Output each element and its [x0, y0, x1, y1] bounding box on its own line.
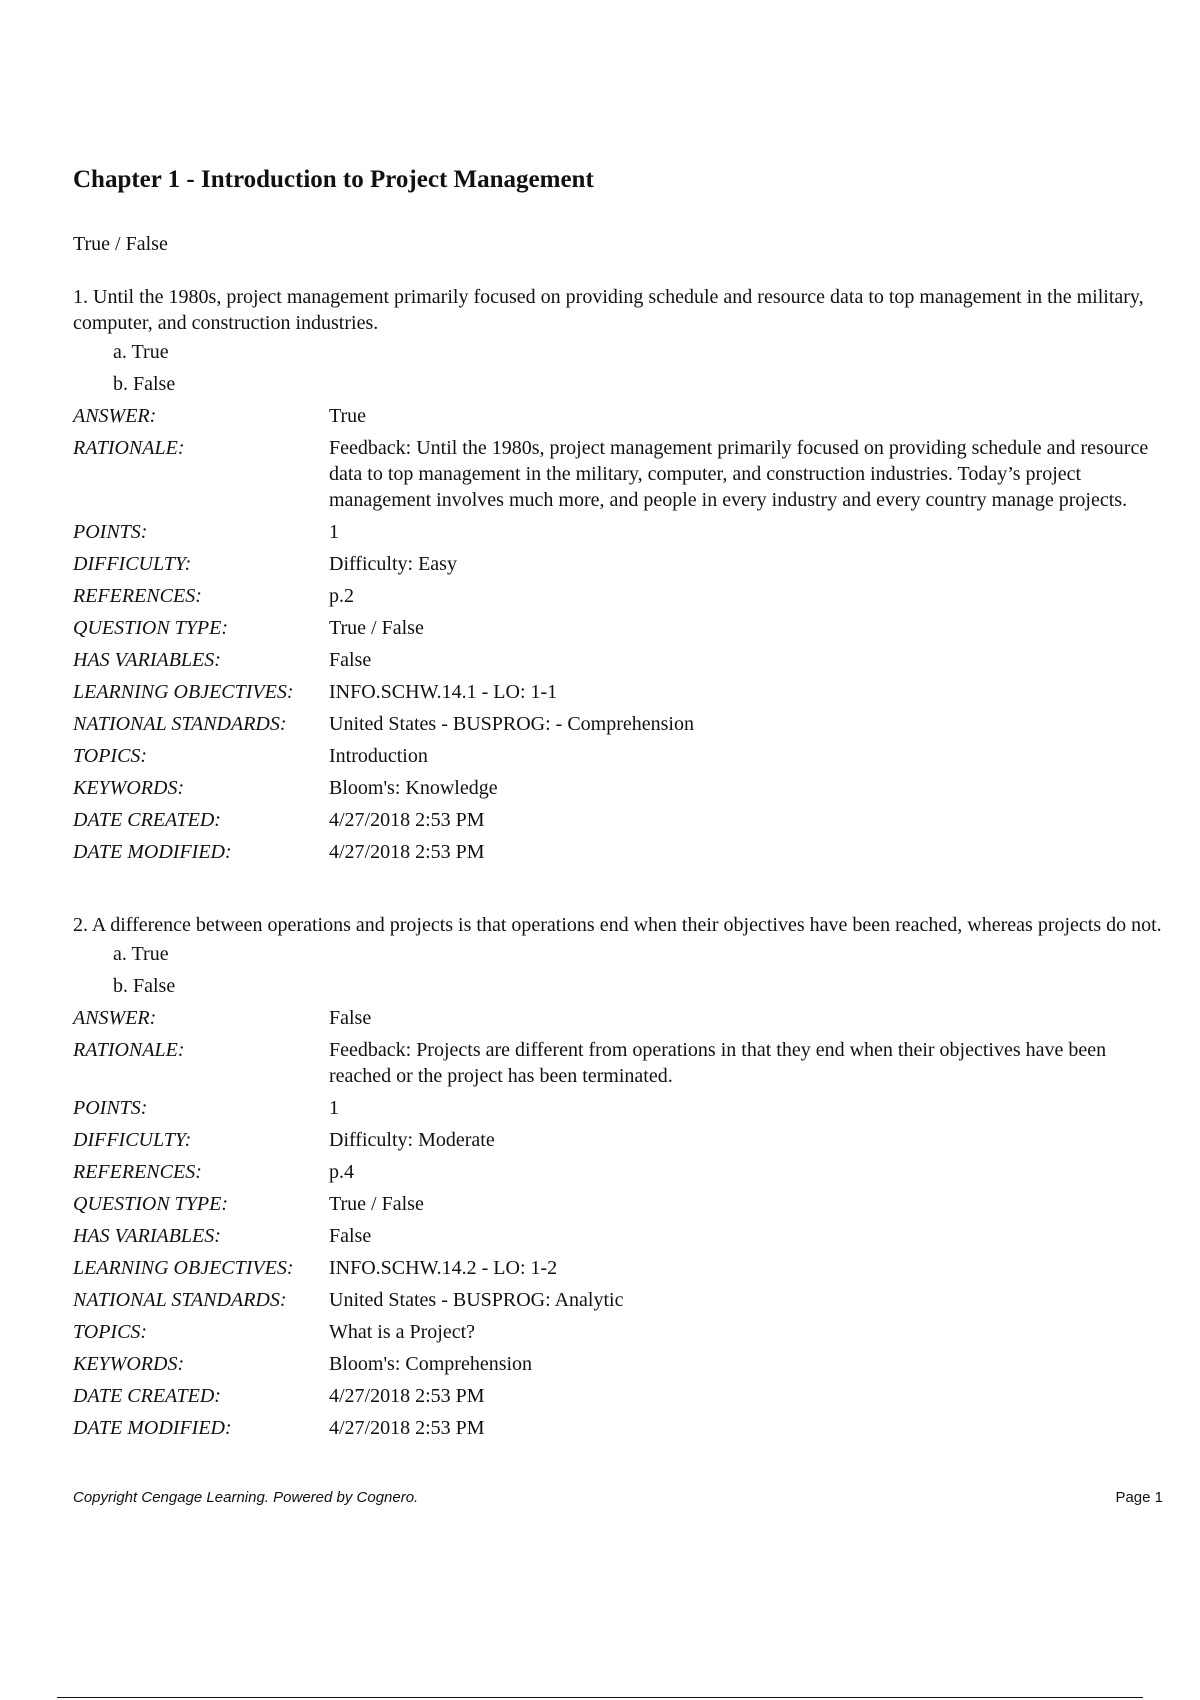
answer-choices — [73, 336, 1163, 400]
meta-value: Difficulty: Moderate — [329, 1129, 495, 1151]
choice-false: b. False — [113, 373, 176, 395]
meta-key: DATE CREATED: — [73, 1385, 221, 1407]
question-text: 1. Until the 1980s, project management primarily focused on providing schedule and resource data to top management in the military, computer, and construction industries. — [73, 286, 1144, 334]
meta-key: KEYWORDS: — [73, 1353, 185, 1375]
meta-value: True / False — [329, 1193, 424, 1215]
meta-value: Bloom's: Knowledge — [329, 777, 498, 799]
page-divider — [57, 1697, 1143, 1698]
meta-key: HAS VARIABLES: — [73, 649, 221, 671]
meta-key: REFERENCES: — [73, 1161, 202, 1183]
meta-value: 1 — [329, 1097, 339, 1119]
meta-key: ANSWER: — [73, 1007, 157, 1029]
meta-value: Difficulty: Easy — [329, 553, 457, 575]
meta-key: TOPICS: — [73, 745, 148, 767]
meta-key: DATE CREATED: — [73, 809, 221, 831]
question-1 — [73, 284, 1163, 868]
meta-key: KEYWORDS: — [73, 777, 185, 799]
copyright-notice: Copyright Cengage Learning. Powered by Cognero. — [73, 1489, 419, 1506]
meta-value: United States - BUSPROG: Analytic — [329, 1289, 624, 1311]
choice-true: a. True — [113, 341, 169, 363]
meta-key: HAS VARIABLES: — [73, 1225, 221, 1247]
meta-value: 4/27/2018 2:53 PM — [329, 841, 485, 863]
meta-key: RATIONALE: — [73, 1039, 185, 1061]
question-2 — [73, 912, 1163, 1444]
meta-value: United States - BUSPROG: - Comprehension — [329, 713, 694, 735]
meta-key: NATIONAL STANDARDS: — [73, 1289, 287, 1311]
meta-value: Feedback: Projects are different from operations in that they end when their objectives have been reached or the project has been terminated. — [329, 1039, 1107, 1087]
meta-value: False — [329, 649, 372, 671]
meta-key: POINTS: — [73, 1097, 148, 1119]
meta-key: DIFFICULTY: — [73, 553, 192, 575]
meta-value: INFO.SCHW.14.2 - LO: 1-2 — [329, 1257, 558, 1279]
meta-value: INFO.SCHW.14.1 - LO: 1-1 — [329, 681, 558, 703]
meta-key: ANSWER: — [73, 405, 157, 427]
meta-key: TOPICS: — [73, 1321, 148, 1343]
page-number: Page 1 — [1115, 1489, 1163, 1506]
choice-false: b. False — [113, 975, 176, 997]
meta-value: 4/27/2018 2:53 PM — [329, 1417, 485, 1439]
meta-value: Feedback: Until the 1980s, project management primarily focused on providing schedule and resource data to top management in the military, computer, and construction industries. Today’s project management involves much more, and people in every industry and every country manage projects. — [329, 437, 1149, 511]
choice-true: a. True — [113, 943, 169, 965]
question-metadata — [73, 1002, 1163, 1444]
meta-value: p.2 — [329, 585, 354, 607]
meta-value: False — [329, 1225, 372, 1247]
meta-key: LEARNING OBJECTIVES: — [73, 681, 294, 703]
meta-key: RATIONALE: — [73, 437, 185, 459]
meta-key: DATE MODIFIED: — [73, 1417, 232, 1439]
meta-key: QUESTION TYPE: — [73, 617, 229, 639]
question-text: 2. A difference between operations and projects is that operations end when their objectives have been reached, whereas projects do not. — [73, 914, 1162, 936]
meta-value: False — [329, 1007, 372, 1029]
meta-key: REFERENCES: — [73, 585, 202, 607]
answer-choices — [73, 938, 1163, 1002]
meta-value: Bloom's: Comprehension — [329, 1353, 533, 1375]
meta-key: DATE MODIFIED: — [73, 841, 232, 863]
meta-value: 4/27/2018 2:53 PM — [329, 809, 485, 831]
section-label: True / False — [73, 233, 168, 255]
meta-value: True / False — [329, 617, 424, 639]
meta-key: LEARNING OBJECTIVES: — [73, 1257, 294, 1279]
meta-key: QUESTION TYPE: — [73, 1193, 229, 1215]
meta-value: What is a Project? — [329, 1321, 476, 1343]
meta-value: 4/27/2018 2:53 PM — [329, 1385, 485, 1407]
page-title: Chapter 1 - Introduction to Project Management — [73, 166, 594, 193]
meta-value: True — [329, 405, 367, 427]
document-page — [73, 0, 1163, 1700]
meta-key: DIFFICULTY: — [73, 1129, 192, 1151]
meta-key: POINTS: — [73, 521, 148, 543]
meta-value: Introduction — [329, 745, 428, 767]
meta-key: NATIONAL STANDARDS: — [73, 713, 287, 735]
meta-value: 1 — [329, 521, 339, 543]
meta-value: p.4 — [329, 1161, 354, 1183]
question-metadata — [73, 400, 1163, 868]
